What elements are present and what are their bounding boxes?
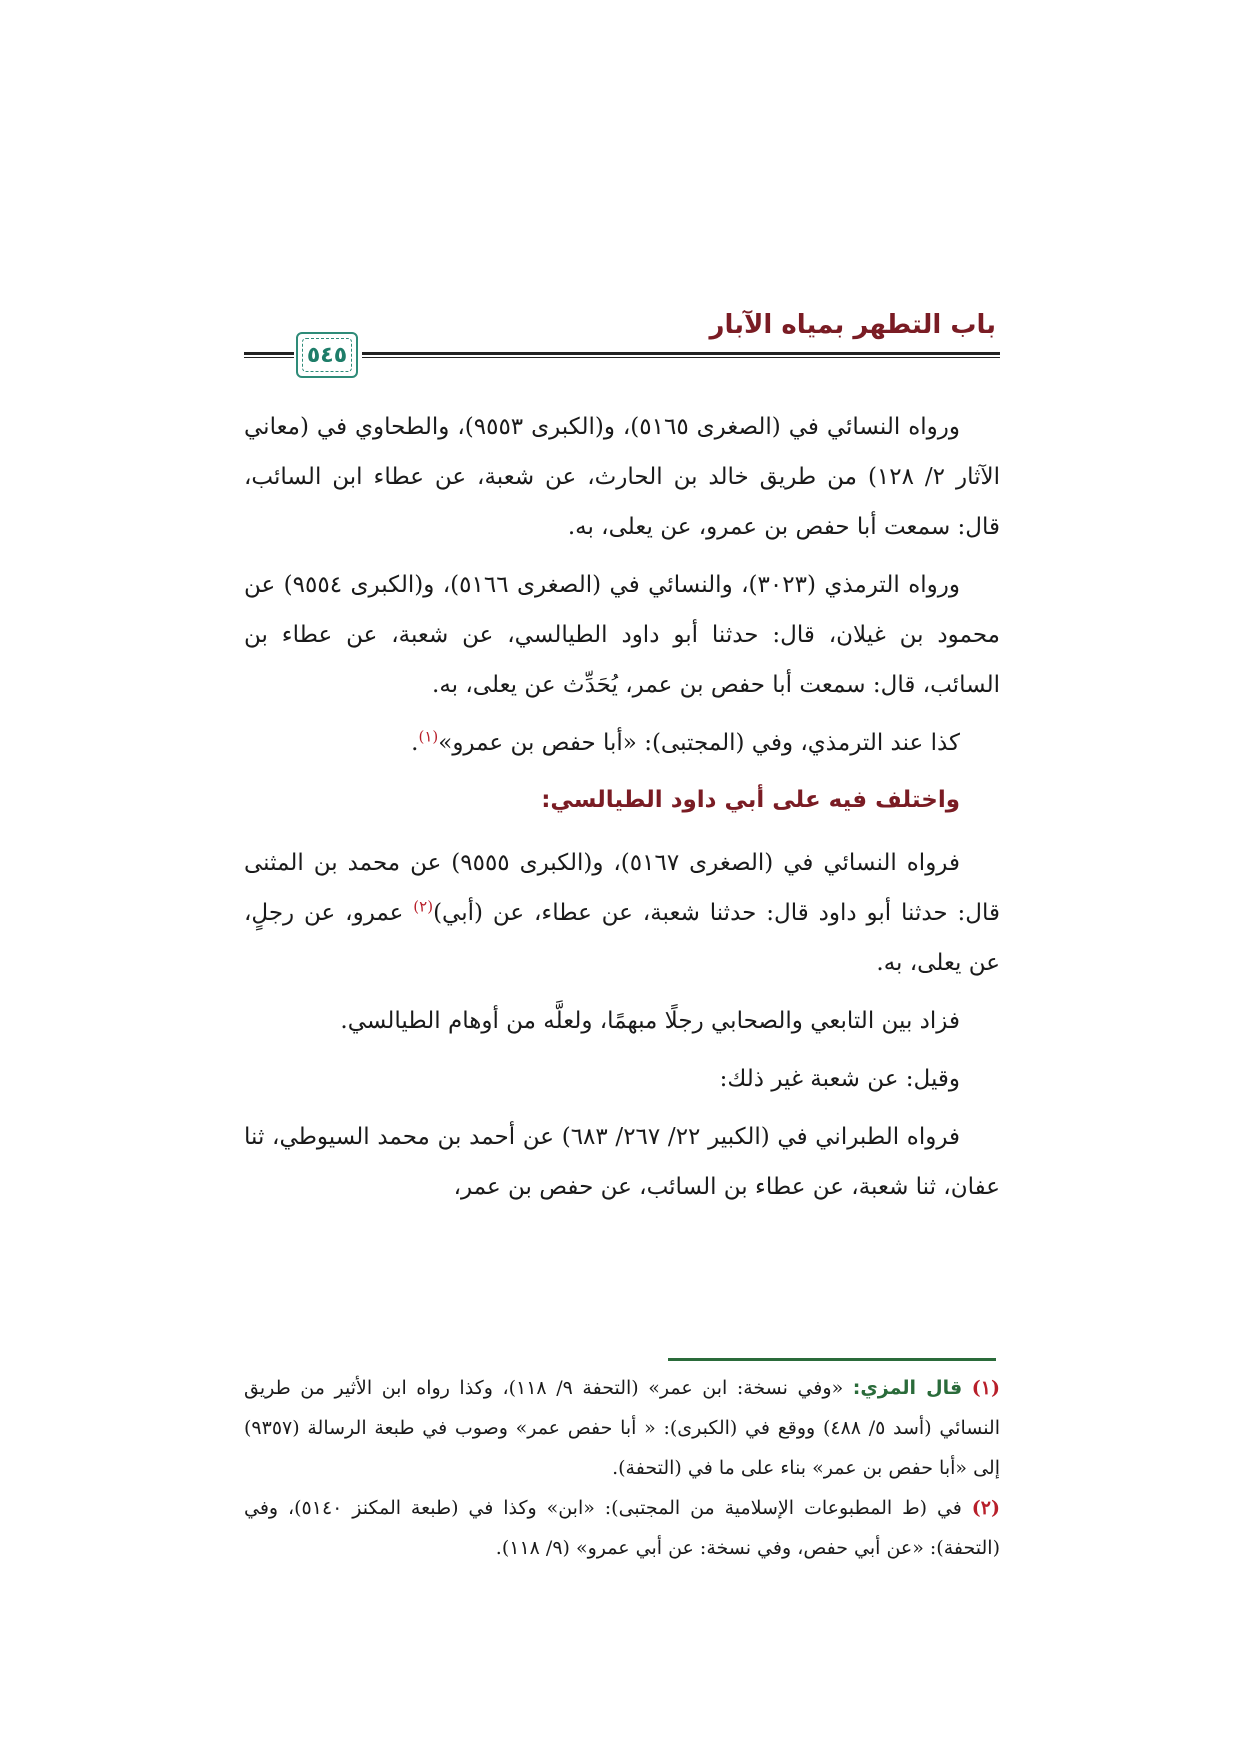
paragraph-4-end: عمرو، عن رجلٍ، عن يعلى، به.	[244, 900, 1000, 976]
footnote-2-number: (٢)	[971, 1497, 1000, 1519]
paragraph-3	[244, 718, 1000, 768]
paragraph-3-text: كذا عند الترمذي، وفي (المجتبى): «أبا حفص بن عمرو»	[438, 730, 960, 756]
footnote-2-text: في (ط المطبوعات الإسلامية من المجتبى): «ابن» وكذا في (طبعة المكنز ٥١٤٠)، وفي (التحفة): «عن أبي حفص، وفي نسخة: عن أبي عمرو» (٩/ ١١٨).	[244, 1497, 1000, 1559]
footnote-1	[244, 1368, 1000, 1488]
footnote-ref-1[interactable]: (١)	[418, 727, 439, 746]
footnotes	[244, 1368, 1000, 1568]
paragraph-6: وقيل: عن شعبة غير ذلك:	[719, 1066, 960, 1092]
footnote-2	[244, 1488, 1000, 1568]
paragraph-1: ورواه النسائي في (الصغرى ٥١٦٥)، و(الكبرى ٩٥٥٣)، والطحاوي في (معاني الآثار ٢/ ١٢٨) من طريق خالد بن الحارث، عن شعبة، عن عطاء ابن السائب، قال: سمعت أبا حفص بن عمرو، عن يعلى، به.	[244, 414, 1000, 540]
header-rule-right	[362, 352, 1000, 358]
footnote-1-number: (١)	[971, 1377, 1000, 1399]
main-text	[244, 402, 1000, 1220]
paragraph-2: ورواه الترمذي (٣٠٢٣)، والنسائي في (الصغرى ٥١٦٦)، و(الكبرى ٩٥٥٤) عن محمود بن غيلان، قال: حدثنا أبو داود الطيالسي، عن شعبة، عن عطاء بن السائب، قال: سمعت أبا حفص بن عمر، يُحَدِّث عن يعلى، به.	[244, 572, 1000, 698]
running-header-title: باب التطهر بمياه الآبار	[709, 310, 996, 340]
footnote-1-lead: قال المزي:	[852, 1377, 963, 1399]
paragraph-3-end: .	[411, 730, 419, 756]
paragraph-4	[244, 838, 1000, 988]
paragraph-5: فزاد بين التابعي والصحابي رجلًا مبهمًا، ولعلَّه من أوهام الطيالسي.	[340, 1008, 960, 1034]
paragraph-7: فرواه الطبراني في (الكبير ٢٢/ ٢٦٧/ ٦٨٣) عن أحمد بن محمد السيوطي، ثنا عفان، ثنا شعبة، عن عطاء بن السائب، عن حفص بن عمر،	[244, 1124, 1000, 1200]
footnote-1-text: «وفي نسخة: ابن عمر» (التحفة ٩/ ١١٨)، وكذا رواه ابن الأثير من طريق النسائي (أسد ٥/ ٤٨٨) ووقع في (الكبرى): « أبا حفص عمر» وصوب في طبعة الرسالة (٩٣٥٧) إلى «أبا حفص بن عمر» بناء على ما في (التحفة).	[244, 1377, 1000, 1479]
paragraph-4-text: فرواه النسائي في (الصغرى ٥١٦٧)، و(الكبرى ٩٥٥٥) عن محمد بن المثنى قال: حدثنا أبو داود قال: حدثنا شعبة، عن عطاء، عن (أبي)	[244, 850, 1000, 926]
footnote-separator	[668, 1358, 996, 1361]
page-number: ٥٤٥	[306, 342, 348, 368]
page-number-badge	[296, 332, 358, 378]
footnote-ref-2[interactable]: (٢)	[413, 897, 434, 916]
section-heading: واختلف فيه على أبي داود الطيالسي:	[541, 787, 960, 813]
header-rule-left	[244, 352, 294, 358]
